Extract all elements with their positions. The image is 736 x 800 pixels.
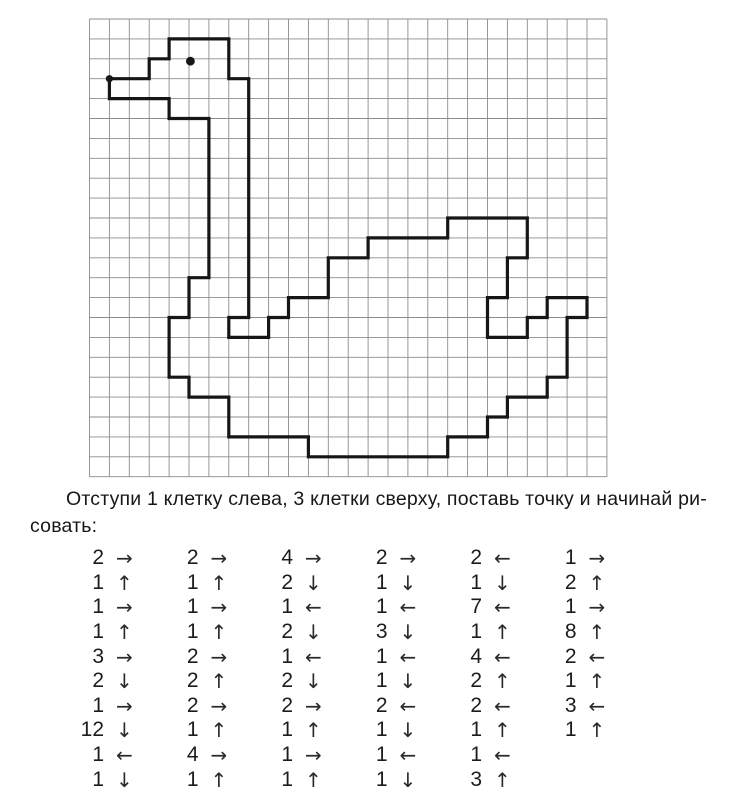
- step-up-arrow-icon: ↑: [588, 669, 606, 694]
- step-down-arrow-icon: ↓: [399, 570, 417, 595]
- step-cell: [445, 645, 540, 669]
- step-count: 1: [470, 570, 482, 594]
- step-cell: [445, 694, 540, 718]
- step-count: 1: [375, 743, 388, 767]
- step-count: 3: [92, 644, 104, 668]
- step-count: 4: [186, 743, 199, 767]
- step-up-arrow-icon: ↑: [116, 570, 133, 595]
- step-count: 2: [564, 570, 577, 594]
- step-count: 8: [564, 620, 577, 644]
- step-cell: [540, 546, 635, 570]
- step-up-arrow-icon: ↑: [305, 767, 322, 792]
- step-left-arrow-icon: ←: [494, 693, 511, 718]
- step-count: 2: [92, 546, 104, 570]
- instructions-paragraph: [30, 486, 722, 540]
- step-cell: [445, 595, 540, 619]
- step-right-arrow-icon: →: [210, 743, 228, 768]
- step-left-arrow-icon: ←: [588, 693, 606, 718]
- step-count: 2: [281, 620, 293, 644]
- steps-row: [67, 620, 634, 645]
- step-cell: [67, 694, 162, 718]
- step-up-arrow-icon: ↑: [588, 570, 606, 595]
- step-up-arrow-icon: ↑: [588, 620, 606, 645]
- step-right-arrow-icon: →: [588, 595, 606, 620]
- step-count: 2: [375, 546, 388, 570]
- step-cell: [445, 768, 540, 792]
- step-up-arrow-icon: ↑: [210, 767, 228, 792]
- step-down-arrow-icon: ↓: [305, 620, 322, 645]
- step-up-arrow-icon: ↑: [210, 620, 228, 645]
- step-right-arrow-icon: →: [210, 644, 228, 669]
- step-count: 4: [470, 644, 482, 668]
- instructions-line-2: совать:: [30, 515, 98, 537]
- step-right-arrow-icon: →: [116, 595, 133, 620]
- step-right-arrow-icon: →: [210, 546, 228, 571]
- step-left-arrow-icon: ←: [399, 644, 417, 669]
- step-cell: [445, 620, 540, 644]
- dictation-steps-table: [67, 546, 634, 792]
- step-cell: [351, 645, 446, 669]
- step-count: 1: [92, 767, 104, 791]
- step-count: 2: [186, 644, 199, 668]
- step-cell: [540, 718, 635, 742]
- step-count: 1: [470, 743, 482, 767]
- step-cell: [256, 546, 351, 570]
- step-count: 2: [470, 693, 482, 717]
- step-count: 1: [186, 620, 199, 644]
- steps-row: [67, 694, 634, 719]
- step-cell: [162, 718, 257, 742]
- step-cell: [256, 768, 351, 792]
- step-count: 1: [186, 718, 199, 742]
- step-count: 1: [375, 718, 388, 742]
- step-count: 2: [375, 693, 388, 717]
- step-count: 7: [470, 595, 482, 619]
- step-down-arrow-icon: ↓: [399, 767, 417, 792]
- step-cell: [256, 743, 351, 767]
- step-cell: [162, 669, 257, 693]
- step-count: 1: [564, 669, 577, 693]
- step-count: 1: [281, 767, 293, 791]
- step-cell: [445, 669, 540, 693]
- step-up-arrow-icon: ↑: [116, 620, 133, 645]
- step-down-arrow-icon: ↓: [494, 570, 511, 595]
- step-cell: [162, 546, 257, 570]
- step-cell: [351, 571, 446, 595]
- step-cell: [162, 743, 257, 767]
- step-cell: [351, 595, 446, 619]
- step-right-arrow-icon: →: [305, 546, 322, 571]
- steps-row: [67, 595, 634, 620]
- step-count: 4: [281, 546, 293, 570]
- step-right-arrow-icon: →: [210, 693, 228, 718]
- grid-lines: [90, 19, 607, 477]
- step-count: 1: [92, 743, 104, 767]
- step-up-arrow-icon: ↑: [494, 669, 511, 694]
- step-count: 1: [186, 595, 199, 619]
- step-cell: [162, 645, 257, 669]
- step-right-arrow-icon: →: [116, 546, 133, 571]
- step-cell: [256, 571, 351, 595]
- step-cell: [540, 694, 635, 718]
- step-cell: [162, 571, 257, 595]
- step-left-arrow-icon: ←: [399, 743, 417, 768]
- step-left-arrow-icon: ←: [494, 595, 511, 620]
- step-count: 1: [281, 644, 293, 668]
- steps-row: [67, 644, 634, 669]
- step-count: 1: [375, 595, 388, 619]
- step-count: 2: [281, 669, 293, 693]
- step-cell: [256, 718, 351, 742]
- start-point-dot: [106, 75, 113, 82]
- step-cell: [351, 743, 446, 767]
- step-count: 2: [281, 570, 293, 594]
- step-count: 2: [186, 669, 199, 693]
- step-count: 12: [80, 718, 104, 742]
- step-count: 1: [470, 620, 482, 644]
- step-cell: [351, 718, 446, 742]
- step-right-arrow-icon: →: [305, 693, 322, 718]
- step-right-arrow-icon: →: [399, 546, 417, 571]
- step-count: 1: [375, 570, 388, 594]
- step-right-arrow-icon: →: [116, 693, 133, 718]
- step-cell: [67, 768, 162, 792]
- step-up-arrow-icon: ↑: [494, 620, 511, 645]
- step-right-arrow-icon: →: [588, 546, 606, 571]
- step-cell: [67, 595, 162, 619]
- step-count: 1: [564, 595, 577, 619]
- steps-row: [67, 546, 634, 571]
- step-up-arrow-icon: ↑: [210, 570, 228, 595]
- step-cell: [162, 620, 257, 644]
- step-right-arrow-icon: →: [210, 595, 228, 620]
- step-count: 2: [470, 546, 482, 570]
- step-left-arrow-icon: ←: [399, 693, 417, 718]
- step-cell: [67, 571, 162, 595]
- step-left-arrow-icon: ←: [494, 743, 511, 768]
- step-up-arrow-icon: ↑: [494, 718, 511, 743]
- step-cell: [256, 645, 351, 669]
- step-left-arrow-icon: ←: [305, 595, 322, 620]
- steps-row: [67, 571, 634, 596]
- step-cell: [67, 669, 162, 693]
- step-cell: [162, 595, 257, 619]
- step-count: 1: [375, 767, 388, 791]
- step-cell: [67, 620, 162, 644]
- step-cell: [256, 669, 351, 693]
- step-count: 1: [564, 546, 577, 570]
- step-left-arrow-icon: ←: [494, 644, 511, 669]
- step-cell: [351, 546, 446, 570]
- step-up-arrow-icon: ↑: [494, 767, 511, 792]
- step-cell: [162, 768, 257, 792]
- step-cell: [67, 546, 162, 570]
- step-count: 1: [92, 595, 104, 619]
- step-cell: [67, 743, 162, 767]
- step-left-arrow-icon: ←: [494, 546, 511, 571]
- step-count: 3: [564, 693, 577, 717]
- step-count: 1: [564, 718, 577, 742]
- step-cell: [351, 768, 446, 792]
- step-count: 2: [470, 669, 482, 693]
- step-up-arrow-icon: ↑: [305, 718, 322, 743]
- step-count: 1: [281, 718, 293, 742]
- step-count: 1: [92, 620, 104, 644]
- step-count: 1: [375, 644, 388, 668]
- step-count: 3: [375, 620, 388, 644]
- step-down-arrow-icon: ↓: [116, 767, 133, 792]
- steps-row: [67, 669, 634, 694]
- step-cell: [67, 718, 162, 742]
- step-count: 1: [186, 570, 199, 594]
- step-count: 2: [564, 644, 577, 668]
- step-up-arrow-icon: ↑: [588, 718, 606, 743]
- step-cell: [445, 718, 540, 742]
- step-left-arrow-icon: ←: [305, 644, 322, 669]
- steps-row: [67, 718, 634, 743]
- step-up-arrow-icon: ↑: [210, 718, 228, 743]
- step-down-arrow-icon: ↓: [305, 669, 322, 694]
- step-cell: [351, 669, 446, 693]
- step-count: 1: [281, 743, 293, 767]
- step-count: 1: [470, 718, 482, 742]
- steps-row: [67, 743, 634, 768]
- step-count: 2: [92, 669, 104, 693]
- step-right-arrow-icon: →: [305, 743, 322, 768]
- step-count: 1: [186, 767, 199, 791]
- step-down-arrow-icon: ↓: [305, 570, 322, 595]
- step-cell: [445, 743, 540, 767]
- step-cell: [351, 620, 446, 644]
- step-count: 1: [92, 570, 104, 594]
- step-cell: [67, 645, 162, 669]
- step-cell: [351, 694, 446, 718]
- step-cell: [445, 546, 540, 570]
- step-count: 1: [375, 669, 388, 693]
- step-cell: [540, 645, 635, 669]
- step-cell: [256, 620, 351, 644]
- swan-eye-dot: [186, 57, 195, 66]
- step-cell: [445, 571, 540, 595]
- step-left-arrow-icon: ←: [588, 644, 606, 669]
- step-cell: [256, 595, 351, 619]
- step-cell: [540, 669, 635, 693]
- step-cell: [162, 694, 257, 718]
- step-cell: [540, 595, 635, 619]
- step-count: 1: [281, 595, 293, 619]
- step-down-arrow-icon: ↓: [399, 620, 417, 645]
- step-cell: [540, 571, 635, 595]
- step-left-arrow-icon: ←: [399, 595, 417, 620]
- steps-row: [67, 767, 634, 792]
- step-left-arrow-icon: ←: [116, 743, 133, 768]
- step-cell: [256, 694, 351, 718]
- step-up-arrow-icon: ↑: [210, 669, 228, 694]
- step-right-arrow-icon: →: [116, 644, 133, 669]
- step-count: 1: [92, 693, 104, 717]
- step-count: 2: [281, 693, 293, 717]
- step-count: 3: [470, 767, 482, 791]
- step-down-arrow-icon: ↓: [399, 718, 417, 743]
- step-count: 2: [186, 693, 199, 717]
- step-down-arrow-icon: ↓: [116, 669, 133, 694]
- step-count: 2: [186, 546, 199, 570]
- step-cell: [540, 620, 635, 644]
- step-down-arrow-icon: ↓: [116, 718, 133, 743]
- instructions-line-1: Отступи 1 клетку слева, 3 клетки сверху, поставь точку и начинай ри-: [66, 488, 707, 510]
- step-down-arrow-icon: ↓: [399, 669, 417, 694]
